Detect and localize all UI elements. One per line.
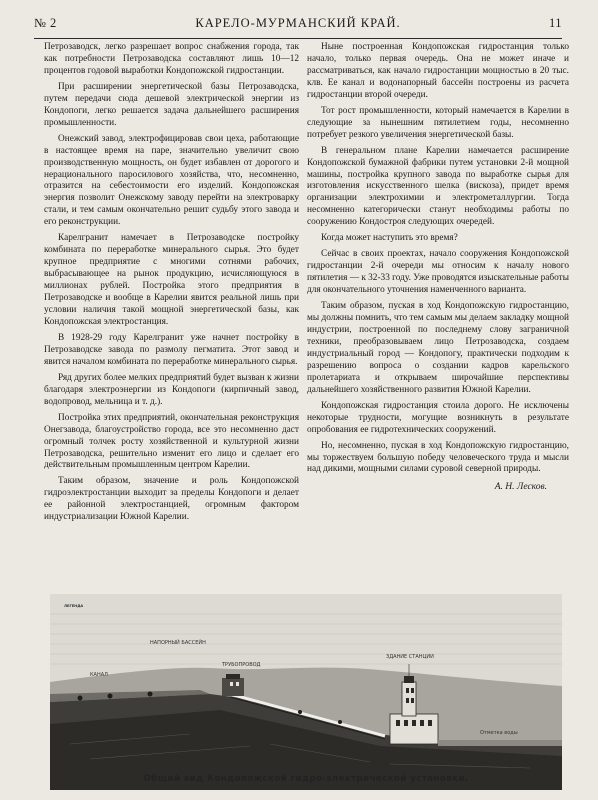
paragraph: Кондопожская гидростанция стоила дорого. Не исключены некоторые трудности, могущие возникнуть в результате опробования ее гидротехнических сооружений. xyxy=(307,400,569,435)
left-column xyxy=(44,42,299,528)
label-water-level: Отметка воды xyxy=(480,730,518,736)
paragraph: Постройка этих предприятий, окончательная реконструкция Онегзавода, благоустройство города, все это несомненно даст огромный толчек росту хозяйственной и культурной жизни Петрозаводска, решительно изменит его лицо и сделает его действительным промышленным центром Карелии. xyxy=(44,412,299,471)
label-channel: КАНАЛ xyxy=(90,672,108,678)
journal-title: КАРЕЛО-МУРМАНСКИЙ КРАЙ. xyxy=(195,16,401,30)
label-station: ЗДАНИЕ СТАНЦИИ xyxy=(386,654,434,660)
issue-number: № 2 xyxy=(34,16,57,30)
figure-legend xyxy=(64,604,126,609)
label-pipeline: ТРУБОПРОВОД xyxy=(222,662,261,668)
paragraph: Карелгранит намечает в Петрозаводске постройку комбината по переработке минерального сырья. Это будет крупное предприятие с многими сотнями рабочих, выбрасывающее на рынок продукцию, исчисляющуюся в миллионах рублей. Постройка этого предприятия в Петрозаводске и вообще в Карелии явится реальной лишь при условии наличия такой мощной энергетической базы, как Кондопожская электростанция. xyxy=(44,233,299,327)
paragraph: Онежский завод, электрофицировав свои цеха, работающие в настоящее время на паре, значительно увеличит свою производственную мощность, он будет избавлен от дорогого и нерационального паросилового хозяйства, что, несомненно, отразится на себестоимости его изделий. Кондопожская энергия позволит Онежскому заводу перейти на электроварку стали, и тем самым окончательно решит судьбу этого завода и его реконструкции. xyxy=(44,133,299,228)
label-basin: НАПОРНЫЙ БАССЕЙН xyxy=(150,640,206,646)
author-signature: А. Н. Лесков. xyxy=(494,482,547,493)
paragraph: Ряд других более мелких предприятий будет вызван к жизни благодаря электроэнергии из Кондопоги (кирпичный завод, водопровод, мельница и т. д.). xyxy=(44,372,299,407)
station-drawing xyxy=(50,594,562,790)
paragraph: Тот рост промышленности, который намечается в Карелии в следующие за нынешним пятилетием годы, несомненно потребует резкого увеличения энергетической базы. xyxy=(307,105,569,140)
page-number: 11 xyxy=(548,16,562,30)
paragraph: В 1928-29 году Карелгранит уже начнет постройку в Петрозаводске завода по размолу пегматита. Этот завод и явится началом комбината по переработке минерального сырья. xyxy=(44,332,299,367)
paragraph: Таким образом, значение и роль Кондопожской гидроэлектростанции выходит за пределы Кондопоги и делает ее районной электростанцией, огромным фактором индустриализации Южной Карелии. xyxy=(44,476,299,523)
paragraph: При расширении энергетической базы Петрозаводска, путем передачи сюда дешевой электрической энергии из Кондопоги, легко решается задача дальнейшего расширения промышленности. xyxy=(44,81,299,128)
paragraph: Сейчас в своих проектах, начало сооружения Кондопожской гидростанции 2-й очереди мы относим к началу нового пятилетия — к 32-33 году. Уже проводятся изыскательные работы для окончательного уточнения наменченного варианта. xyxy=(307,249,569,296)
paragraph: В генеральном плане Карелии намечается расширение Кондопожской бумажной фабрики путем установки 2-й мощной машины, постройка крупного завода по выработке сырья для изготовления искусственного шелка (вискоза), придет время организации электрохимии и электрометаллургии. Тогда несомненно категорически станут необходимы работы по сооружению Кондостроя следующих очередей. xyxy=(307,145,569,228)
right-column xyxy=(307,42,569,494)
paragraph: Петрозаводск, легко разрешает вопрос снабжения города, так как потребности Петрозаводска составляют лишь 10—12 процентов годовой выработки Кондопожской гидростанции. xyxy=(44,42,299,76)
legend-title: ЛЕГЕНДА xyxy=(64,604,84,608)
paragraph: Таким образом, пуская в ход Кондопожскую гидростанцию, мы должны помнить, что тем самым мы делаем закладку мощной индустрии, построенной по последнему слову заграничной техники, преобразовываем лицо Петрозаводска, создаем индустриальный город — Кондопогу, практически подходим к разрешению вопроса о создании кадров карельского пролетариата и открываем широчайшие перспективы дальнейшего хозяйственного развития Южной Карелии. xyxy=(307,301,569,395)
paragraph: Но, несомненно, пуская в ход Кондопожскую гидростанцию, мы торжествуем большую победу человеческого труда и мысли над дикими, мощными силами суровой северной природы. xyxy=(307,440,569,475)
figure-caption: Общий вид Кондопожской гидро-электрической установки. xyxy=(143,774,469,784)
paragraph: Когда может наступить это время? xyxy=(321,233,458,244)
hydro-station-illustration xyxy=(50,594,562,790)
page-header xyxy=(34,12,562,39)
paragraph: Ныне построенная Кондопожская гидростанция только начало, только первая очередь. Она не может иначе и рассматриваться, как начало гидростанции мощностью в 20 тыс. клв. Ее канал и водонапорный бассейн построены из расчета гидростанции второй очереди. xyxy=(307,42,569,100)
